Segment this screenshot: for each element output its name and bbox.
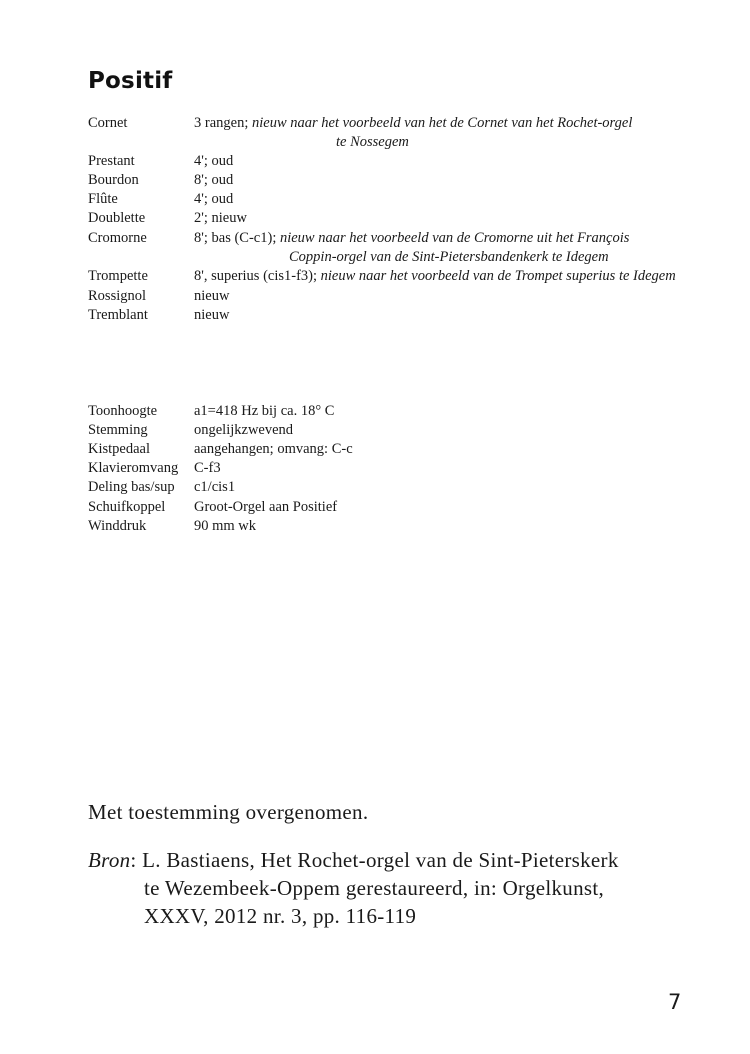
spec-name: Kistpedaal: [88, 441, 151, 457]
stop-value: 2'; nieuw: [194, 210, 247, 226]
spec-value: c1/cis1: [194, 479, 236, 495]
spec-value: a1=418 Hz bij ca. 18° C: [194, 403, 335, 419]
stop-value: [194, 229, 629, 248]
spec-name: Schuifkoppel: [88, 499, 166, 515]
stop-name: Cornet: [88, 115, 128, 131]
stop-value-plain: 8'; bas (C-c1);: [194, 230, 280, 246]
stop-value: nieuw: [194, 288, 230, 304]
section-heading: Positif: [88, 68, 173, 94]
stop-value-italic: nieuw naar het voorbeeld van de Cromorne uit het François: [279, 230, 630, 246]
stop-value: [194, 267, 676, 286]
spec-name: Deling bas/sup: [88, 479, 175, 495]
stop-value-plain: 8', superius (cis1-f3);: [194, 268, 321, 284]
spec-value: 90 mm wk: [194, 518, 257, 534]
source-line-1: L. Bastiaens, Het Rochet-orgel van de Sint-Pieterskerk: [136, 848, 619, 872]
source-line-2: te Wezembeek-Oppem gerestaureerd, in: Orgelkunst,: [144, 876, 605, 900]
stop-value: 4'; oud: [194, 191, 234, 207]
stop-name: Rossignol: [88, 288, 147, 304]
spec-value: aangehangen; omvang: C-c: [194, 441, 353, 457]
stop-value: nieuw: [194, 307, 230, 323]
spec-value: ongelijkzwevend: [194, 422, 294, 438]
stop-name: Doublette: [88, 210, 146, 226]
spec-name: Toonhoogte: [88, 403, 158, 419]
stop-value-continued: te Nossegem: [336, 134, 409, 150]
spec-value: C-f3: [194, 460, 221, 476]
spec-name: Winddruk: [88, 518, 147, 534]
permission-note: Met toestemming overgenomen.: [88, 800, 369, 824]
spec-name: Stemming: [88, 422, 148, 438]
stop-name: Flûte: [88, 191, 118, 207]
stop-name: Bourdon: [88, 172, 139, 188]
source-citation: [88, 846, 708, 930]
source-label: Bron: [88, 848, 131, 872]
page-number: 7: [668, 990, 682, 1014]
stop-name: Tremblant: [88, 307, 148, 323]
stop-name: Trompette: [88, 268, 148, 284]
stop-value-italic: nieuw naar het voorbeeld van de Trompet superius te Idegem: [320, 268, 676, 284]
stop-value-plain: 3 rangen;: [194, 115, 252, 131]
spec-value: Groot-Orgel aan Positief: [194, 499, 338, 515]
stop-value: [194, 114, 632, 133]
stop-name: Prestant: [88, 153, 135, 169]
stop-name: Cromorne: [88, 230, 147, 246]
source-line-3: XXXV, 2012 nr. 3, pp. 116-119: [144, 904, 417, 928]
stop-value: 4'; oud: [194, 153, 234, 169]
source-colon: :: [130, 848, 137, 872]
stop-value-italic: nieuw naar het voorbeeld van het de Cornet van het Rochet-orgel: [251, 115, 633, 131]
spec-name: Klavieromvang: [88, 460, 179, 476]
stop-value-continued: Coppin-orgel van de Sint-Pietersbandenkerk te Idegem: [289, 249, 609, 265]
stop-value: 8'; oud: [194, 172, 234, 188]
